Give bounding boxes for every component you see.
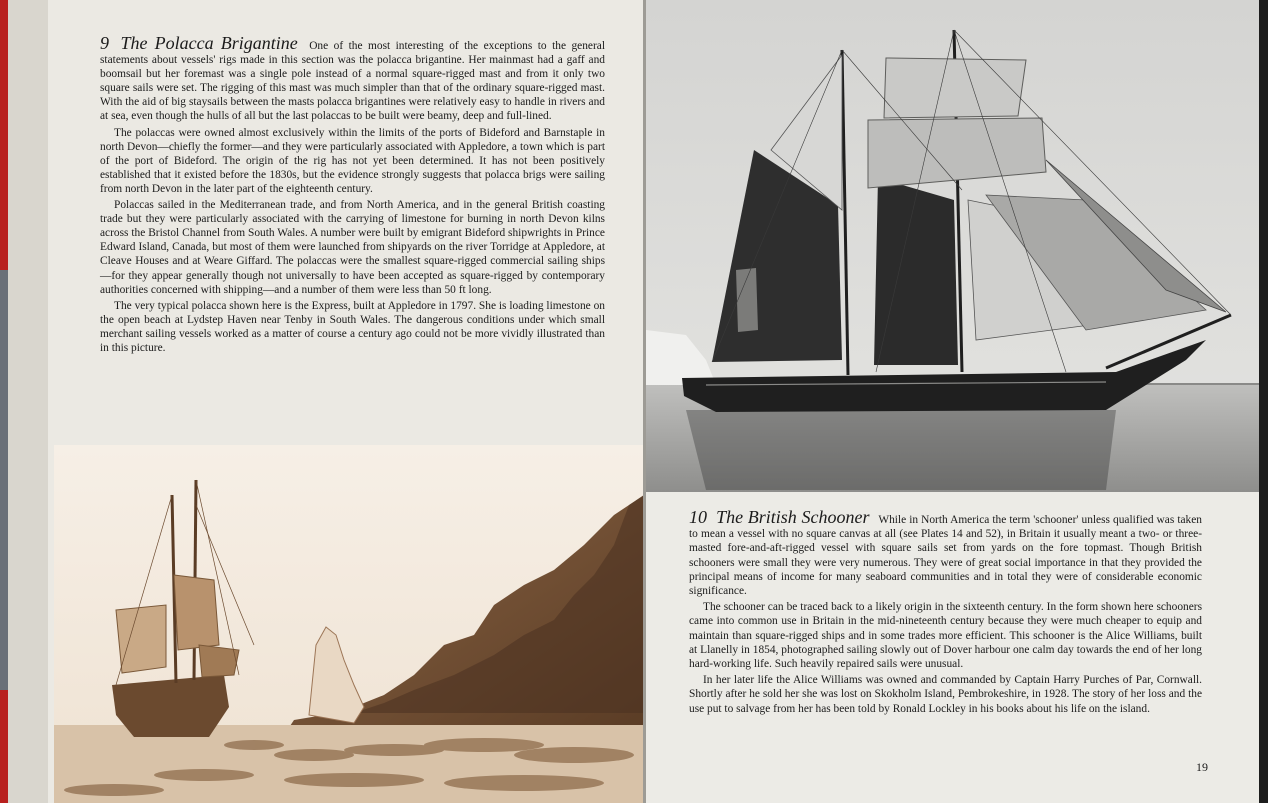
plate-9-paragraph-1-text: One of the most interesting of the exceptions to the general statements about vessels' rigs made in this section was the polacca brigantine. Her mainmast had a gaff and boomsail but her foremast was a single pole instead of a normal square-rigged mast and from it only two square sails were set. The rigging of this mast was much simpler than that of the ordinary square-rigged mast. With the aid of big staysails between the masts polacca brigantines were relatively easy to handle in rivers and at sea, even though the hulls of all but the last polaccas to be built were beamy, deep and full-lined. bbox=[100, 40, 605, 123]
plate-9-paragraph-3: Polaccas sailed in the Mediterranean trade, and from North America, and in the general British coasting trade but they were particularly associated with the carrying of limestone for burning in north Devon kilns across the Bristol Channel from South Wales. A number were built by emigrant Bideford shipwrights in Prince Edward Island, Canada, but most of them were launched from shipyards on the river Torridge at Appledore, at Cleave Houses and at Weare Giffard. The polaccas were the smallest square-rigged commercial sailing ships—for they appear generally though not universally to have been accepted as square-rigged by contemporary authorities concerned with shipping—and a number of them were less than 50 ft long. bbox=[100, 199, 605, 296]
right-page bbox=[646, 0, 1260, 803]
polacca-sail-2 bbox=[174, 575, 219, 650]
plate-10-text bbox=[689, 507, 1202, 718]
book-binding bbox=[8, 0, 48, 803]
plate-9-paragraph-2: The polaccas were owned almost exclusively within the limits of the ports of Bideford and Barnstaple in north Devon—chiefly the former—and they were particularly associated with Appledore, a town which is part of the port of Bideford. The origin of the rig has not yet been determined. It has not been positively established that it existed before the 1830s, but the evidence strongly suggests that polacca brigs were sailing from north Devon in the later part of the eighteenth century. bbox=[100, 126, 605, 195]
plate-9-title: The Polacca Brigantine bbox=[120, 33, 298, 53]
fore-topgallant bbox=[884, 58, 1026, 118]
book-cover-edge-shadow bbox=[0, 270, 8, 690]
plate-10-paragraph-2: The schooner can be traced back to a likely origin in the sixteenth century. In the form shown here schooners came into common use in Britain in the mid-nineteenth century because they were much cheaper to equip and maintain than square-rigged ships and in some trades more efficient. This schooner is the Alice Williams, built at Llanelly in 1854, photographed sailing slowly out of Dover harbour one calm day towards the end of her long hard-working life. Such heavily repaired sails were unusual. bbox=[689, 601, 1202, 671]
polacca-sail-1 bbox=[116, 605, 166, 673]
plate-10-paragraph-1-text: While in North America the term 'schooner' unless qualified was taken to mean a vessel with no square canvas at all (see Plates 14 and 52), in Britain it usually meant a two- or three-masted fore-and-aft-rigged vessel with square sails set from yards on the fore topmast. Though British schooners were small they were very numerous. They were of great social importance in that they provided the principal means of income for many seaboard communities and in total they were of considerable economic significance. bbox=[689, 514, 1202, 598]
polacca-sail-3 bbox=[199, 645, 239, 677]
plate-9-number: 9 bbox=[100, 33, 109, 53]
plate-9-paragraph-1 bbox=[100, 33, 605, 124]
fore-gaff-sail bbox=[874, 178, 958, 365]
page-number: 19 bbox=[1196, 760, 1208, 774]
left-page bbox=[48, 0, 644, 803]
plate-10-title: The British Schooner bbox=[716, 507, 870, 527]
plate-10-paragraph-1 bbox=[689, 507, 1202, 598]
plate-10-number: 10 bbox=[689, 507, 707, 527]
plate-9-paragraph-4: The very typical polacca shown here is the Express, built at Appledore in 1797. She is loading limestone on the open beach at Lydstep Haven near Tenby in South Wales. The dangerous conditions under which small merchant sailing vessels worked as a matter of course a century ago could not be more vividly illustrated than in this picture. bbox=[100, 299, 605, 354]
polacca-hull bbox=[112, 675, 229, 737]
plate-9-text bbox=[100, 33, 605, 357]
schooner-photo bbox=[646, 0, 1260, 492]
book-right-edge bbox=[1259, 0, 1268, 803]
reflection bbox=[686, 410, 1116, 490]
polacca-photo bbox=[54, 445, 644, 803]
plate-10-paragraph-3: In her later life the Alice Williams was owned and commanded by Captain Harry Purches of Par, Cornwall. Shortly after he sold her she was lost on Skokholm Island, Pembrokeshire, in 1928. The story of her loss and the use put to salvage from her has been told by Ronald Lockley in his books about his life on the island. bbox=[689, 674, 1202, 715]
